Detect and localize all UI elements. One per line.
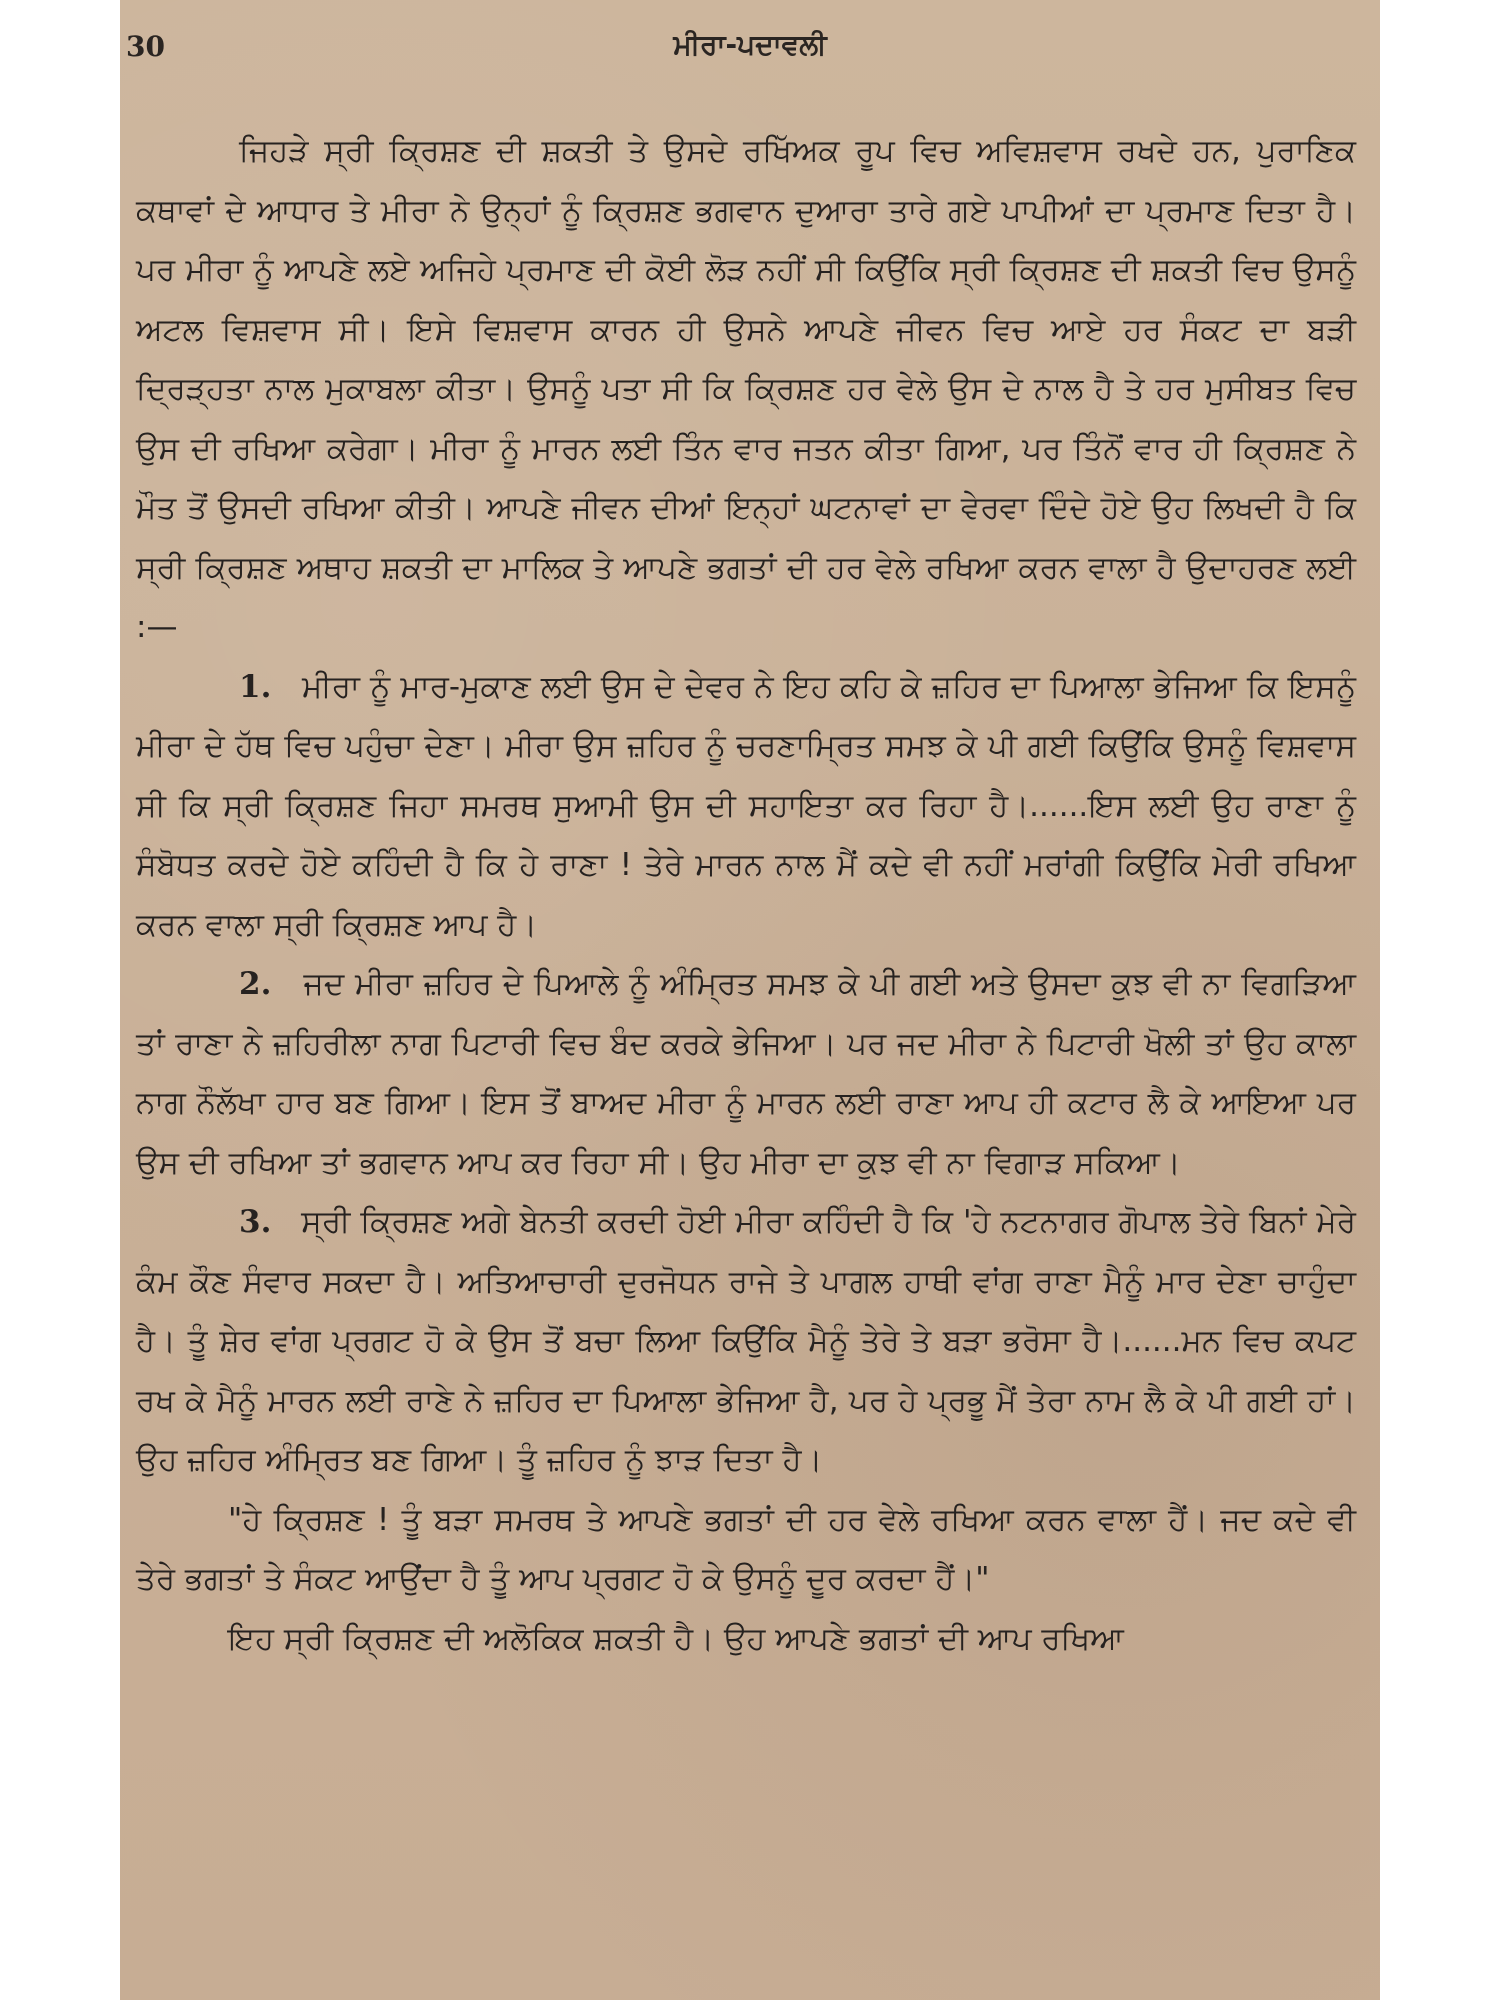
paragraph-text: ਸ੍ਰੀ ਕ੍ਰਿਸ਼ਣ ਅਗੇ ਬੇਨਤੀ ਕਰਦੀ ਹੋਈ ਮੀਰਾ ਕਹਿੰਦੀ ਹੈ ਕਿ 'ਹੇ ਨਟਨਾਗਰ ਗੋਪਾਲ ਤੇਰੇ ਬਿਨਾਂ ਮੇਰੇ ਕੰਮ ਕੌਣ ਸੰਵਾਰ ਸਕਦਾ ਹੈ। ਅਤਿਆਚਾਰੀ ਦੁਰਜੋਧਨ ਰਾਜੇ ਤੇ ਪਾਗਲ ਹਾਥੀ ਵਾਂਗ ਰਾਣਾ ਮੈਨੂੰ ਮਾਰ ਦੇਣਾ ਚਾਹੁੰਦਾ ਹੈ। ਤੂੰ ਸ਼ੇਰ ਵਾਂਗ ਪ੍ਰਗਟ ਹੋ ਕੇ ਉਸ ਤੋਂ ਬਚਾ ਲਿਆ ਕਿਉਂਕਿ ਮੈਨੂੰ ਤੇਰੇ ਤੇ ਬੜਾ ਭਰੋਸਾ ਹੈ।......ਮਨ ਵਿਚ ਕਪਟ ਰਖ ਕੇ ਮੈਨੂੰ ਮਾਰਨ ਲਈ ਰਾਣੇ ਨੇ ਜ਼ਹਿਰ ਦਾ ਪਿਆਲਾ ਭੇਜਿਆ ਹੈ, ਪਰ ਹੇ ਪ੍ਰਭੂ ਮੈਂ ਤੇਰਾ ਨਾਮ ਲੈ ਕੇ ਪੀ ਗਈ ਹਾਂ। ਉਹ ਜ਼ਹਿਰ ਅੰਮ੍ਰਿਤ ਬਣ ਗਿਆ। ਤੂੰ ਜ਼ਹਿਰ ਨੂੰ ਝਾੜ ਦਿਤਾ ਹੈ। bbox=[136, 1204, 1357, 1478]
item-number: 2. bbox=[239, 966, 272, 1002]
paragraph-text: "ਹੇ ਕ੍ਰਿਸ਼ਣ ! ਤੂੰ ਬੜਾ ਸਮਰਥ ਤੇ ਆਪਣੇ ਭਗਤਾਂ ਦੀ ਹਰ ਵੇਲੇ ਰਖਿਆ ਕਰਨ ਵਾਲਾ ਹੈਂ। ਜਦ ਕਦੇ ਵੀ ਤੇਰੇ ਭਗਤਾਂ ਤੇ ਸੰਕਟ ਆਉਂਦਾ ਹੈ ਤੂੰ ਆਪ ਪ੍ਰਗਟ ਹੋ ਕੇ ਉਸਨੂੰ ਦੂਰ ਕਰਦਾ ਹੈਂ।" bbox=[136, 1501, 1356, 1597]
paragraph-text: ਜਦ ਮੀਰਾ ਜ਼ਹਿਰ ਦੇ ਪਿਆਲੇ ਨੂੰ ਅੰਮ੍ਰਿਤ ਸਮਝ ਕੇ ਪੀ ਗਈ ਅਤੇ ਉਸਦਾ ਕੁਝ ਵੀ ਨਾ ਵਿਗੜਿਆ ਤਾਂ ਰਾਣਾ ਨੇ ਜ਼ਹਿਰੀਲਾ ਨਾਗ ਪਿਟਾਰੀ ਵਿਚ ਬੰਦ ਕਰਕੇ ਭੇਜਿਆ। ਪਰ ਜਦ ਮੀਰਾ ਨੇ ਪਿਟਾਰੀ ਖੋਲੀ ਤਾਂ ਉਹ ਕਾਲਾ ਨਾਗ ਨੌਲੱਖਾ ਹਾਰ ਬਣ ਗਿਆ। ਇਸ ਤੋਂ ਬਾਅਦ ਮੀਰਾ ਨੂੰ ਮਾਰਨ ਲਈ ਰਾਣਾ ਆਪ ਹੀ ਕਟਾਰ ਲੈ ਕੇ ਆਇਆ ਪਰ ਉਸ ਦੀ ਰਖਿਆ ਤਾਂ ਭਗਵਾਨ ਆਪ ਕਰ ਰਿਹਾ ਸੀ। ਉਹ ਮੀਰਾ ਦਾ ਕੁਝ ਵੀ ਨਾ ਵਿਗਾੜ ਸਕਿਆ। bbox=[136, 966, 1356, 1181]
running-title: ਮੀਰਾ-ਪਦਾਵਲੀ bbox=[673, 28, 827, 61]
book-page bbox=[120, 0, 1380, 2000]
paragraph-text: ਇਹ ਸ੍ਰੀ ਕ੍ਰਿਸ਼ਣ ਦੀ ਅਲੋਕਿਕ ਸ਼ਕਤੀ ਹੈ। ਉਹ ਆਪਣੇ ਭਗਤਾਂ ਦੀ ਆਪ ਰਖਿਆ bbox=[228, 1620, 1124, 1657]
numbered-paragraph-1 bbox=[136, 658, 1356, 956]
quote-paragraph bbox=[136, 1491, 1356, 1610]
page-header bbox=[120, 22, 1380, 72]
paragraph-text: ਮੀਰਾ ਨੂੰ ਮਾਰ-ਮੁਕਾਣ ਲਈ ਉਸ ਦੇ ਦੇਵਰ ਨੇ ਇਹ ਕਹਿ ਕੇ ਜ਼ਹਿਰ ਦਾ ਪਿਆਲਾ ਭੇਜਿਆ ਕਿ ਇਸਨੂੰ ਮੀਰਾ ਦੇ ਹੱਥ ਵਿਚ ਪਹੁੰਚਾ ਦੇਣਾ। ਮੀਰਾ ਉਸ ਜ਼ਹਿਰ ਨੂੰ ਚਰਣਾਮ੍ਰਿਤ ਸਮਝ ਕੇ ਪੀ ਗਈ ਕਿਉਂਕਿ ਉਸਨੂੰ ਵਿਸ਼ਵਾਸ ਸੀ ਕਿ ਸ੍ਰੀ ਕ੍ਰਿਸ਼ਣ ਜਿਹਾ ਸਮਰਥ ਸੁਆਮੀ ਉਸ ਦੀ ਸਹਾਇਤਾ ਕਰ ਰਿਹਾ ਹੈ।......ਇਸ ਲਈ ਉਹ ਰਾਣਾ ਨੂੰ ਸੰਬੋਧਤ ਕਰਦੇ ਹੋਏ ਕਹਿੰਦੀ ਹੈ ਕਿ ਹੇ ਰਾਣਾ ! ਤੇਰੇ ਮਾਰਨ ਨਾਲ ਮੈਂ ਕਦੇ ਵੀ ਨਹੀਂ ਮਰਾਂਗੀ ਕਿਉਂਕਿ ਮੇਰੀ ਰਖਿਆ ਕਰਨ ਵਾਲਾ ਸ੍ਰੀ ਕ੍ਰਿਸ਼ਣ ਆਪ ਹੈ। bbox=[136, 668, 1356, 943]
page-number: 30 bbox=[126, 30, 165, 63]
numbered-paragraph-2 bbox=[136, 955, 1356, 1193]
closing-paragraph bbox=[136, 1610, 1356, 1670]
intro-paragraph bbox=[136, 122, 1356, 658]
paragraph-text: ਜਿਹੜੇ ਸ੍ਰੀ ਕ੍ਰਿਸ਼ਣ ਦੀ ਸ਼ਕਤੀ ਤੇ ਉਸਦੇ ਰਖਿੱਅਕ ਰੂਪ ਵਿਚ ਅਵਿਸ਼ਵਾਸ ਰਖਦੇ ਹਨ, ਪੁਰਾਣਿਕ ਕਥਾਵਾਂ ਦੇ ਆਧਾਰ ਤੇ ਮੀਰਾ ਨੇ ਉਨ੍ਹਾਂ ਨੂੰ ਕ੍ਰਿਸ਼ਣ ਭਗਵਾਨ ਦੁਆਰਾ ਤਾਰੇ ਗਏ ਪਾਪੀਆਂ ਦਾ ਪ੍ਰਮਾਣ ਦਿਤਾ ਹੈ। ਪਰ ਮੀਰਾ ਨੂੰ ਆਪਣੇ ਲਏ ਅਜਿਹੇ ਪ੍ਰਮਾਣ ਦੀ ਕੋਈ ਲੋੜ ਨਹੀਂ ਸੀ ਕਿਉਂਕਿ ਸ੍ਰੀ ਕ੍ਰਿਸ਼ਣ ਦੀ ਸ਼ਕਤੀ ਵਿਚ ਉਸਨੂੰ ਅਟਲ ਵਿਸ਼ਵਾਸ ਸੀ। ਇਸੇ ਵਿਸ਼ਵਾਸ ਕਾਰਨ ਹੀ ਉਸਨੇ ਆਪਣੇ ਜੀਵਨ ਵਿਚ ਆਏ ਹਰ ਸੰਕਟ ਦਾ ਬੜੀ ਦ੍ਰਿੜ੍ਹਤਾ ਨਾਲ ਮੁਕਾਬਲਾ ਕੀਤਾ। ਉਸਨੂੰ ਪਤਾ ਸੀ ਕਿ ਕ੍ਰਿਸ਼ਣ ਹਰ ਵੇਲੇ ਉਸ ਦੇ ਨਾਲ ਹੈ ਤੇ ਹਰ ਮੁਸੀਬਤ ਵਿਚ ਉਸ ਦੀ ਰਖਿਆ ਕਰੇਗਾ। ਮੀਰਾ ਨੂੰ ਮਾਰਨ ਲਈ ਤਿੰਨ ਵਾਰ ਜਤਨ ਕੀਤਾ ਗਿਆ, ਪਰ ਤਿੰਨੋਂ ਵਾਰ ਹੀ ਕ੍ਰਿਸ਼ਣ ਨੇ ਮੌਤ ਤੋਂ ਉਸਦੀ ਰਖਿਆ ਕੀਤੀ। ਆਪਣੇ ਜੀਵਨ ਦੀਆਂ ਇਨ੍ਹਾਂ ਘਟਨਾਵਾਂ ਦਾ ਵੇਰਵਾ ਦਿੰਦੇ ਹੋਏ ਉਹ ਲਿਖਦੀ ਹੈ ਕਿ ਸ੍ਰੀ ਕ੍ਰਿਸ਼ਣ ਅਥਾਹ ਸ਼ਕਤੀ ਦਾ ਮਾਲਿਕ ਤੇ ਆਪਣੇ ਭਗਤਾਂ ਦੀ ਹਰ ਵੇਲੇ ਰਖਿਆ ਕਰਨ ਵਾਲਾ ਹੈ ਉਦਾਹਰਣ ਲਈ :— bbox=[136, 133, 1356, 645]
body-text bbox=[136, 122, 1356, 1669]
numbered-paragraph-3 bbox=[136, 1193, 1356, 1491]
item-number: 1. bbox=[239, 668, 272, 705]
item-number: 3. bbox=[239, 1204, 272, 1240]
